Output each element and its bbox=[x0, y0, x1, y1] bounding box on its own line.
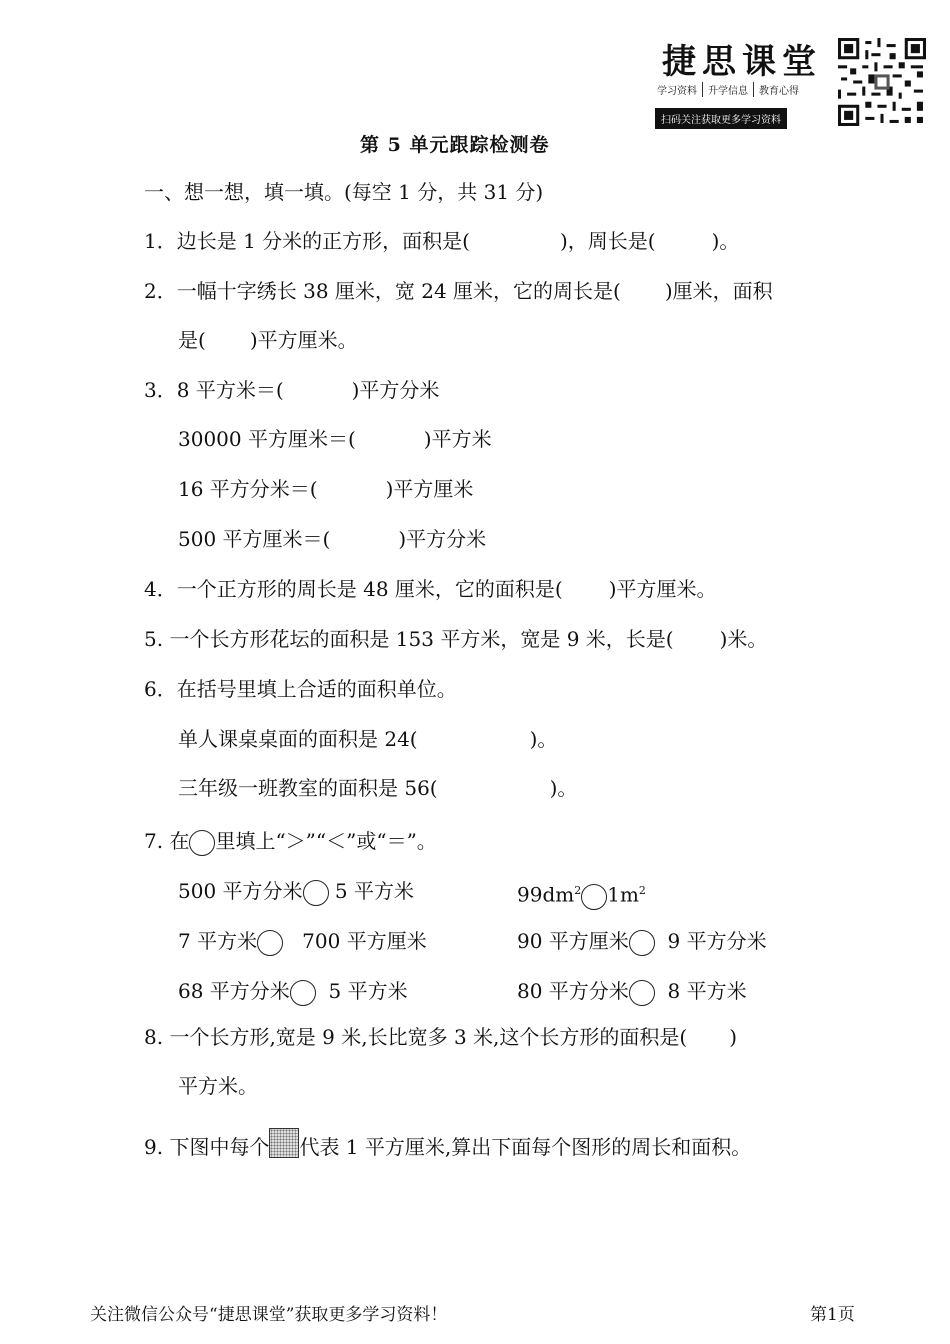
compare-left: 500 平方分米 bbox=[178, 879, 303, 903]
question-6-item bbox=[178, 727, 557, 751]
question-3-item bbox=[178, 427, 492, 451]
compare-right: 9 平方分米 bbox=[667, 929, 767, 953]
question-text: )。 bbox=[529, 727, 558, 751]
qr-code-icon bbox=[838, 38, 926, 126]
question-text: )米。 bbox=[719, 627, 768, 651]
brand-logo-text: 捷思课堂 bbox=[662, 42, 822, 82]
question-text: 一个长方形花坛的面积是 153 平方米，宽是 9 米，长是( bbox=[169, 627, 674, 651]
compare-left: 99dm bbox=[517, 882, 575, 907]
question-text: )，周长是( bbox=[559, 229, 656, 253]
compare-left: 7 平方米 bbox=[178, 929, 258, 953]
question-text: 500 平方厘米＝( bbox=[178, 527, 331, 551]
question-6-item bbox=[178, 776, 577, 800]
footer-note: 关注微信公众号“捷思课堂”获取更多学习资料！ bbox=[90, 1305, 448, 1325]
question-text: 一幅十字绣长 38 厘米，宽 24 厘米，它的周长是( bbox=[176, 279, 621, 303]
question-text: 下图中每个 bbox=[169, 1135, 270, 1159]
question-5 bbox=[144, 627, 767, 651]
question-text: 30000 平方厘米＝( bbox=[178, 427, 356, 451]
page-title: 第 5 单元跟踪检测卷 bbox=[360, 134, 550, 156]
question-number: 1． bbox=[144, 229, 177, 253]
compare-item bbox=[178, 979, 408, 1006]
question-number: 3． bbox=[144, 378, 177, 402]
question-text: 在括号里填上合适的面积单位。 bbox=[176, 677, 457, 701]
superscript: 2 bbox=[574, 884, 582, 897]
question-9 bbox=[144, 1128, 751, 1159]
question-3-item bbox=[178, 477, 473, 501]
question-text: 三年级一班教室的面积是 56( bbox=[178, 776, 438, 800]
brand-tags bbox=[652, 82, 804, 97]
compare-left: 80 平方分米 bbox=[517, 979, 629, 1003]
question-text: 一个正方形的周长是 48 厘米，它的面积是( bbox=[176, 577, 563, 601]
question-number: 5. bbox=[144, 627, 164, 651]
question-number: 6． bbox=[144, 677, 177, 701]
question-text: 单人课桌桌面的面积是 24( bbox=[178, 727, 418, 751]
compare-circle-input[interactable] bbox=[257, 930, 283, 956]
compare-right: 1m bbox=[607, 882, 639, 907]
question-2-cont bbox=[178, 328, 358, 352]
compare-left: 90 平方厘米 bbox=[517, 929, 629, 953]
question-8 bbox=[144, 1025, 737, 1049]
circle-icon bbox=[189, 830, 215, 856]
compare-right: 5 平方米 bbox=[328, 979, 408, 1003]
question-text: 代表 1 平方厘米,算出下面每个图形的周长和面积。 bbox=[299, 1135, 752, 1159]
question-number: 9. bbox=[144, 1135, 164, 1159]
compare-left: 68 平方分米 bbox=[178, 979, 290, 1003]
question-text: 一个长方形,宽是 9 米,长比宽多 3 米,这个长方形的面积是( bbox=[169, 1025, 688, 1049]
brand-tag: 教育心得 bbox=[759, 86, 799, 97]
question-text: 在 bbox=[169, 829, 190, 853]
unit-square-icon bbox=[269, 1128, 299, 1158]
compare-item bbox=[178, 879, 414, 906]
question-text: )。 bbox=[549, 776, 578, 800]
question-3-item bbox=[178, 527, 486, 551]
question-2 bbox=[144, 279, 773, 303]
question-4 bbox=[144, 577, 717, 601]
question-text: )平方厘米。 bbox=[249, 328, 358, 352]
question-text: 是( bbox=[178, 328, 206, 352]
brand-tag: 升学信息 bbox=[703, 82, 754, 97]
question-7 bbox=[144, 829, 437, 856]
compare-circle-input[interactable] bbox=[303, 880, 329, 906]
page-number: 第1页 bbox=[810, 1305, 855, 1325]
question-text: )平方米 bbox=[423, 427, 492, 451]
compare-item bbox=[517, 979, 747, 1006]
superscript: 2 bbox=[638, 884, 646, 897]
question-3 bbox=[144, 378, 439, 402]
brand-tag: 学习资料 bbox=[652, 82, 703, 97]
question-number: 2． bbox=[144, 279, 177, 303]
compare-item bbox=[178, 929, 427, 956]
question-text: 16 平方分米＝( bbox=[178, 477, 318, 501]
question-8-cont: 平方米。 bbox=[178, 1074, 258, 1098]
question-text: 里填上“＞”“＜”或“＝”。 bbox=[215, 829, 437, 853]
question-number: 8. bbox=[144, 1025, 164, 1049]
compare-item bbox=[517, 929, 767, 956]
question-text: )。 bbox=[711, 229, 740, 253]
question-number: 7. bbox=[144, 829, 164, 853]
compare-right: 5 平方米 bbox=[334, 879, 414, 903]
question-text: 边长是 1 分米的正方形，面积是( bbox=[176, 229, 470, 253]
section-heading: 一、想一想，填一填。(每空 1 分，共 31 分) bbox=[144, 180, 544, 204]
compare-circle-input[interactable] bbox=[290, 980, 316, 1006]
question-6 bbox=[144, 677, 457, 701]
question-text: )平方分米 bbox=[351, 378, 440, 402]
question-text: )厘米，面积 bbox=[664, 279, 773, 303]
question-1 bbox=[144, 229, 739, 253]
compare-right: 700 平方厘米 bbox=[302, 929, 427, 953]
compare-circle-input[interactable] bbox=[629, 930, 655, 956]
compare-item bbox=[517, 879, 646, 910]
question-text: ) bbox=[729, 1025, 738, 1049]
question-text: )平方分米 bbox=[398, 527, 487, 551]
question-number: 4． bbox=[144, 577, 177, 601]
question-text: )平方厘米 bbox=[385, 477, 474, 501]
brand-banner: 扫码关注获取更多学习资料 bbox=[655, 108, 787, 129]
question-text: )平方厘米。 bbox=[608, 577, 717, 601]
compare-circle-input[interactable] bbox=[581, 884, 607, 910]
question-text: 8 平方米＝( bbox=[176, 378, 284, 402]
compare-right: 8 平方米 bbox=[667, 979, 747, 1003]
compare-circle-input[interactable] bbox=[629, 980, 655, 1006]
